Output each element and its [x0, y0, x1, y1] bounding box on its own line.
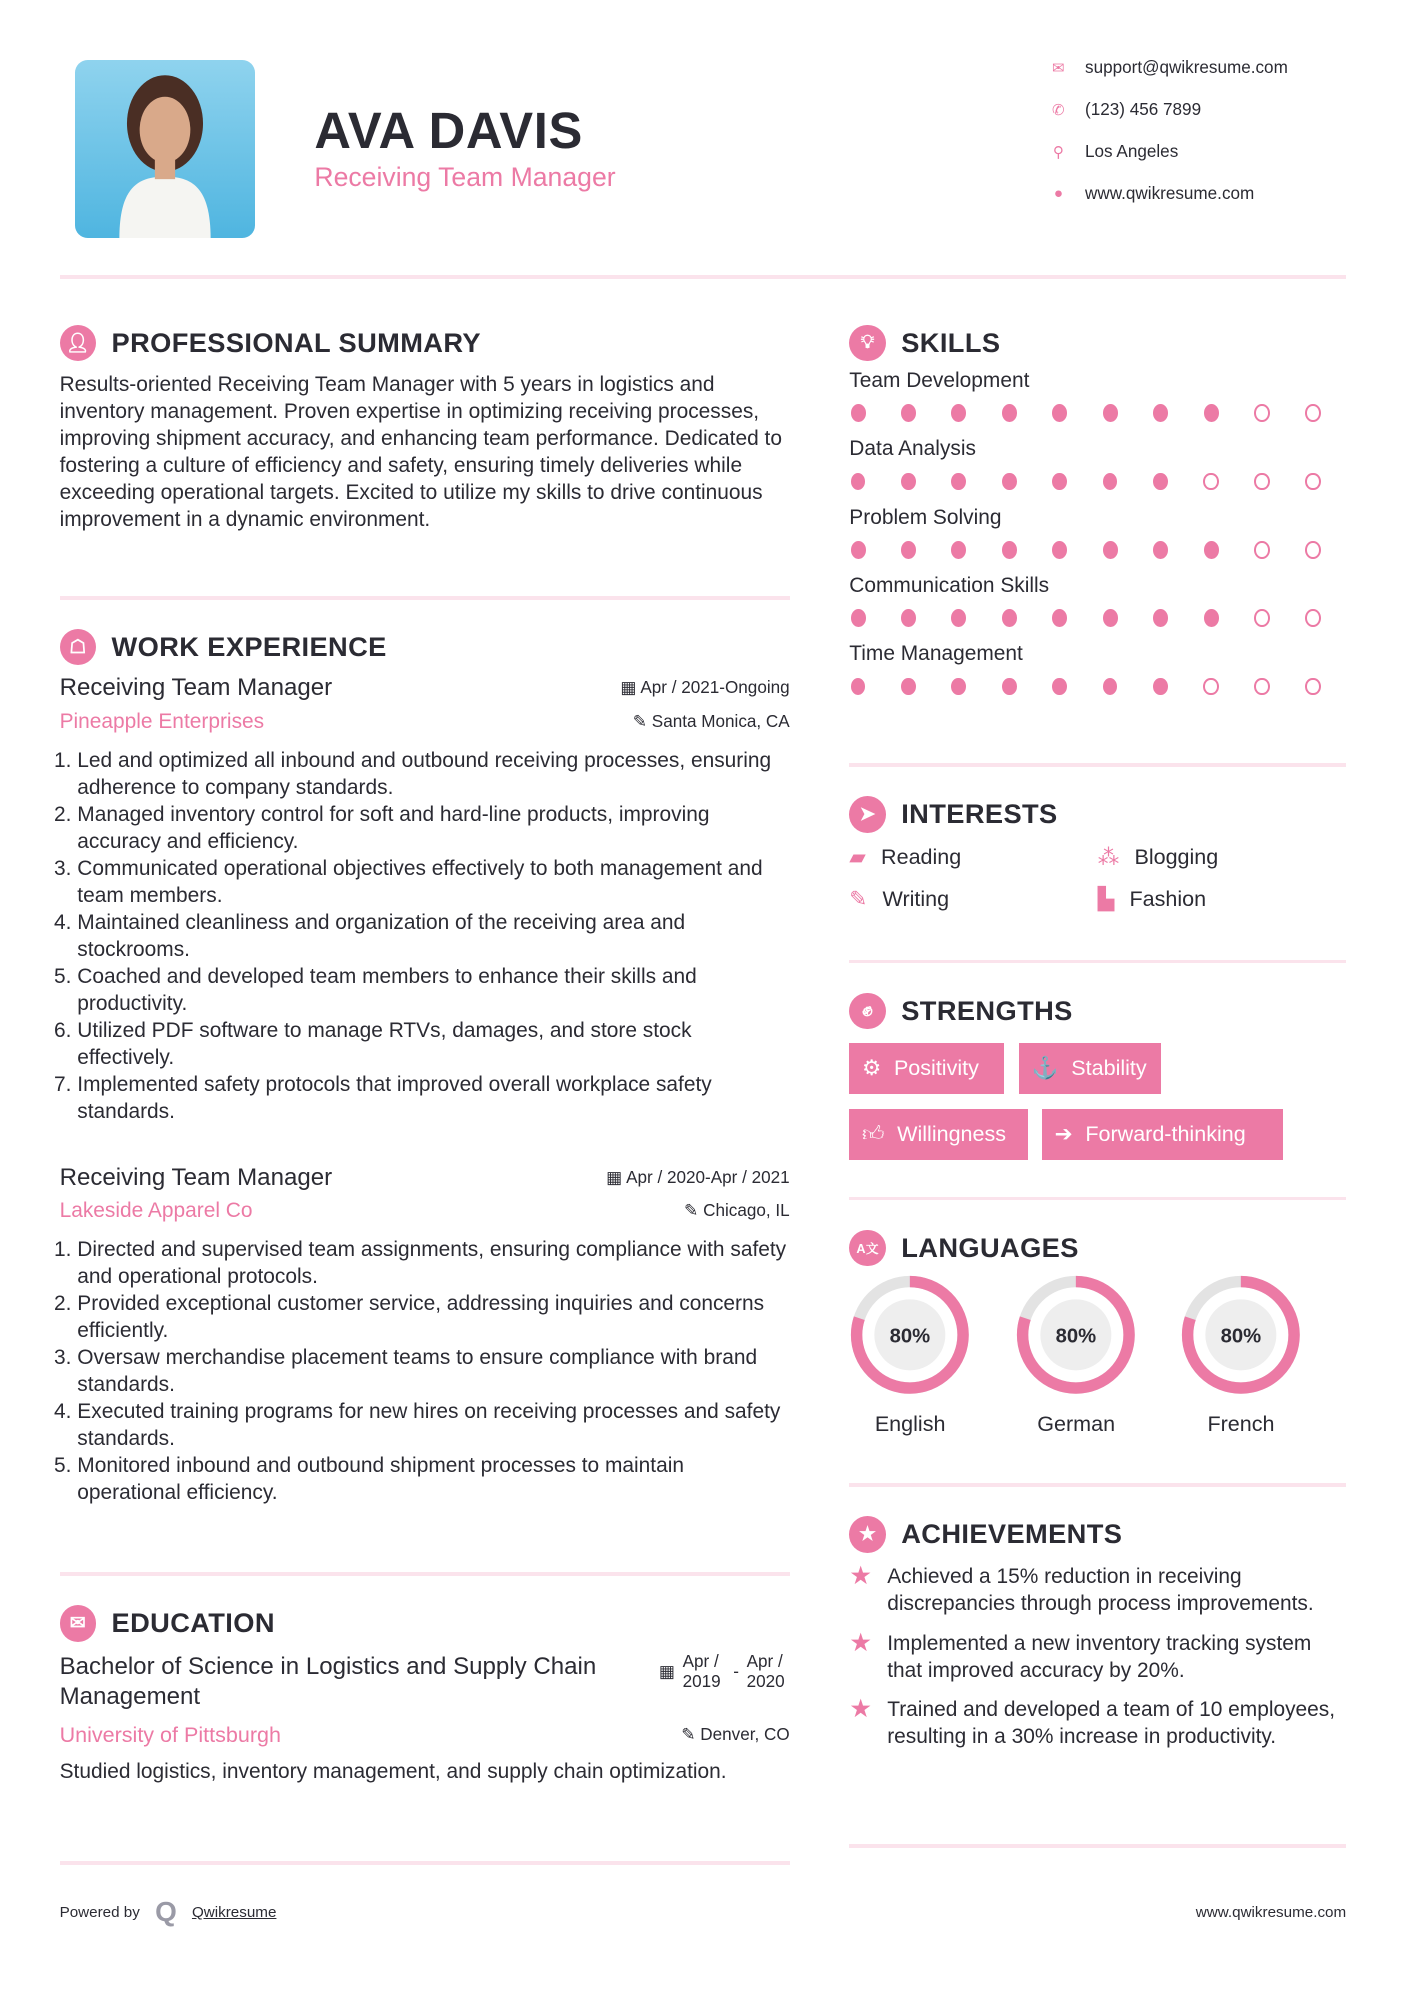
graduation-icon: ✉ — [60, 1605, 97, 1642]
achievement-item — [849, 1696, 1346, 1750]
skill-dot — [1103, 404, 1118, 422]
skill-dot — [1254, 473, 1270, 491]
job-bullet: 3. Oversaw merchandise placement teams to ensure compliance with brand standards. — [77, 1344, 789, 1398]
strength-label: Stability — [1071, 1056, 1147, 1081]
interest-item — [849, 887, 1097, 912]
date-start: Apr / 2019 — [682, 1651, 721, 1691]
divider — [849, 1844, 1346, 1848]
skill-dot — [1203, 678, 1219, 696]
divider — [60, 596, 790, 600]
pin-icon: ✎ — [632, 711, 652, 731]
job-title: Receiving Team Manager — [59, 1163, 333, 1191]
phone-icon: ✆ — [1052, 102, 1065, 120]
anchor-icon: ⚓ — [1031, 1056, 1059, 1081]
star-icon: ★ — [849, 1695, 873, 1724]
skill-dot — [1103, 609, 1118, 627]
skill-item — [849, 574, 1356, 627]
job-bullet: 2. Provided exceptional customer service, addressing inquiries and concerns efficiently. — [77, 1290, 789, 1344]
skill-dot — [951, 609, 966, 627]
job-location: Chicago, IL — [703, 1201, 790, 1221]
job-entry — [60, 1164, 790, 1506]
language-icon: A文 — [849, 1230, 886, 1267]
language-item — [849, 1274, 971, 1437]
achievement-text: Achieved a 15% reduction in receiving discrepancies through process improvements. — [887, 1564, 1314, 1615]
strength-chip — [849, 1109, 1028, 1160]
job-title: Receiving Team Manager — [59, 674, 333, 702]
job-bullet: 2. Managed inventory control for soft and hard-line products, improving accuracy and efficiency. — [77, 801, 789, 855]
job-bullet: 6. Utilized PDF software to manage RTVs, damages, and store stock effectively. — [77, 1017, 789, 1071]
divider — [60, 1861, 790, 1865]
calendar-icon: ▦ — [658, 1661, 676, 1681]
skill-dot — [1052, 678, 1067, 696]
briefcase-icon: ☖ — [60, 629, 97, 666]
achievements-section — [849, 1516, 1346, 1763]
section-heading: SKILLS — [901, 326, 1001, 358]
contact-text: support@qwikresume.com — [1085, 58, 1288, 78]
skill-dot — [1254, 404, 1270, 422]
skill-item — [849, 369, 1356, 422]
interests-section — [849, 796, 1356, 912]
skill-dot — [1153, 541, 1168, 559]
language-ring — [849, 1274, 971, 1396]
skill-dot — [1002, 678, 1017, 696]
star-icon: ★ — [849, 1628, 873, 1657]
job-location: Santa Monica, CA — [651, 711, 790, 731]
candidate-title: Receiving Team Manager — [314, 162, 616, 193]
interest-label: Blogging — [1134, 845, 1219, 870]
divider — [849, 1197, 1346, 1201]
pin-icon: ✎ — [681, 1725, 701, 1745]
language-ring — [1015, 1274, 1137, 1396]
skill-dot — [1153, 609, 1168, 627]
star-icon: ★ — [849, 1561, 873, 1590]
skill-dot — [901, 473, 916, 491]
language-name: German — [1037, 1411, 1116, 1436]
skill-dot — [851, 404, 866, 422]
skill-dot — [1002, 404, 1017, 422]
strength-label: Willingness — [897, 1121, 1007, 1146]
skill-name: Time Management — [849, 642, 1023, 666]
calendar-icon: ▦ — [620, 678, 641, 698]
pin-icon: ✎ — [684, 1201, 704, 1221]
strength-label: Forward-thinking — [1085, 1121, 1246, 1146]
skill-item — [849, 642, 1356, 695]
job-dates: Apr / 2020-Apr / 2021 — [626, 1167, 790, 1187]
contact-email[interactable] — [1050, 58, 1288, 78]
skill-dot — [851, 541, 866, 559]
footer-powered — [60, 1896, 277, 1928]
skill-dot — [1305, 541, 1321, 559]
skill-dot — [851, 678, 866, 696]
job-bullet: 4. Maintained cleanliness and organization of the receiving area and stockrooms. — [77, 909, 789, 963]
arrow-right-icon: ➔ — [1054, 1121, 1073, 1146]
contact-website[interactable] — [1050, 184, 1255, 204]
skill-dot — [1052, 473, 1067, 491]
divider — [849, 763, 1346, 767]
language-name: English — [874, 1411, 946, 1436]
contact-text: Los Angeles — [1085, 141, 1179, 161]
skill-dot — [1103, 541, 1118, 559]
education-section — [60, 1605, 790, 1785]
strength-chip — [849, 1043, 1004, 1094]
divider — [60, 1572, 790, 1576]
interest-label: Reading — [881, 845, 962, 870]
skill-dot — [1204, 541, 1219, 559]
skill-dot — [1305, 678, 1321, 696]
skill-dot — [1153, 678, 1168, 696]
skill-dot — [951, 473, 966, 491]
map-pin-icon: ⚲ — [1052, 143, 1064, 161]
skill-dot — [1203, 473, 1219, 491]
book-icon: ▰ — [849, 845, 866, 870]
envelope-icon: ✉ — [1052, 60, 1065, 78]
globe-icon: ● — [1053, 185, 1064, 203]
pencil-icon: ✎ — [849, 886, 868, 911]
interest-label: Fashion — [1129, 886, 1207, 911]
contact-text: (123) 456 7899 — [1085, 100, 1202, 120]
languages-section — [849, 1230, 1356, 1439]
skills-section — [849, 325, 1356, 711]
skill-item — [849, 506, 1356, 559]
job-bullet: 3. Communicated operational objectives effectively to both management and team members. — [77, 855, 789, 909]
skill-dot — [1153, 473, 1168, 491]
strengths-section — [849, 993, 1356, 1170]
skill-dot — [1103, 473, 1118, 491]
summary-section — [60, 325, 795, 534]
contact-phone — [1050, 100, 1202, 120]
achievement-item — [849, 1563, 1346, 1617]
skill-dot — [901, 541, 916, 559]
language-percent: 80% — [1055, 1325, 1097, 1348]
achievement-text: Trained and developed a team of 10 employees, resulting in a 30% increase in productivity. — [887, 1698, 1336, 1749]
skill-dot — [1204, 609, 1219, 627]
achievement-text: Implemented a new inventory tracking system that improved accuracy by 20%. — [887, 1631, 1312, 1682]
job-entry — [60, 674, 790, 1124]
qwikresume-logo: Q — [155, 1896, 177, 1928]
skill-dot — [901, 678, 916, 696]
footer-website[interactable]: www.qwikresume.com — [1195, 1903, 1347, 1921]
language-percent: 80% — [889, 1325, 931, 1348]
star-badge-icon: ★ — [849, 1516, 886, 1553]
contact-text: www.qwikresume.com — [1085, 183, 1255, 203]
section-heading: WORK EXPERIENCE — [111, 631, 387, 663]
language-name: French — [1207, 1411, 1275, 1436]
skill-dot — [1254, 609, 1270, 627]
achievement-item — [849, 1630, 1346, 1684]
skill-dot — [1103, 678, 1118, 696]
skill-dot — [1153, 404, 1168, 422]
calendar-icon: ▦ — [606, 1167, 627, 1187]
skill-name: Team Development — [849, 368, 1030, 392]
skill-dot — [851, 473, 866, 491]
skill-dot — [1052, 541, 1067, 559]
skill-dot — [951, 678, 966, 696]
powered-by-label: Powered by — [59, 1903, 140, 1921]
thumbs-up-icon: 👍︎ — [861, 1122, 885, 1147]
section-heading: INTERESTS — [901, 798, 1058, 830]
candidate-name: AVA DAVIS — [314, 102, 583, 160]
strength-chip — [1042, 1109, 1283, 1160]
gear-icon: ⚙ — [861, 1056, 882, 1081]
skill-dot — [1052, 404, 1067, 422]
skill-dot — [1305, 473, 1321, 491]
skill-dot — [951, 404, 966, 422]
skill-item — [849, 437, 1356, 490]
job-bullet: 5. Coached and developed team members to enhance their skills and productivity. — [77, 963, 789, 1017]
language-ring — [1180, 1274, 1302, 1396]
users-icon: ⁂ — [1097, 845, 1120, 870]
section-heading: STRENGTHS — [901, 994, 1073, 1026]
section-heading: ACHIEVEMENTS — [901, 1518, 1123, 1550]
header-divider — [60, 275, 1347, 279]
experience-section — [60, 629, 795, 666]
profile-photo — [75, 60, 255, 239]
skill-dot — [951, 541, 966, 559]
skill-dot — [1002, 541, 1017, 559]
job-bullet: 7. Implemented safety protocols that improved overall workplace safety standards. — [77, 1071, 789, 1125]
contact-location — [1050, 142, 1179, 162]
language-item — [1180, 1274, 1302, 1437]
education-location: Denver, CO — [700, 1725, 790, 1745]
shopping-bag-icon: ▙ — [1097, 886, 1115, 911]
qwikresume-link[interactable]: Qwikresume — [191, 1903, 277, 1921]
section-heading: LANGUAGES — [901, 1231, 1079, 1263]
divider — [849, 1483, 1346, 1487]
lightbulb-icon: 💡︎ — [849, 325, 886, 362]
skill-dot — [1305, 609, 1321, 627]
job-bullet: 1. Led and optimized all inbound and outbound receiving processes, ensuring adherence to company standards. — [77, 747, 789, 801]
company-name: Lakeside Apparel Co — [59, 1199, 253, 1223]
school-name: University of Pittsburgh — [59, 1722, 281, 1747]
section-heading: PROFESSIONAL SUMMARY — [111, 326, 481, 358]
education-description: Studied logistics, inventory management, and supply chain optimization. — [59, 1759, 727, 1783]
skill-dot — [1002, 473, 1017, 491]
strength-chip — [1019, 1043, 1161, 1094]
skill-dot — [1002, 609, 1017, 627]
skill-dot — [851, 609, 866, 627]
skill-dot — [1254, 541, 1270, 559]
paper-plane-icon: ➤ — [849, 796, 886, 833]
skill-dot — [1204, 404, 1219, 422]
interest-item — [1098, 887, 1346, 912]
interest-item — [1098, 845, 1346, 870]
date-separator: - — [733, 1661, 739, 1681]
skill-dot — [1254, 678, 1270, 696]
interest-item — [849, 845, 1097, 870]
job-dates: Apr / 2021-Ongoing — [640, 678, 790, 698]
job-bullet: 1. Directed and supervised team assignments, ensuring compliance with safety and operational protocols. — [77, 1236, 789, 1290]
date-end: Apr / 2020 — [746, 1651, 785, 1691]
skill-name: Problem Solving — [849, 505, 1002, 529]
skill-dot — [901, 609, 916, 627]
fist-icon: ✊︎ — [849, 993, 886, 1030]
user-icon: 👤︎ — [60, 325, 97, 362]
language-percent: 80% — [1220, 1325, 1262, 1348]
skill-dot — [901, 404, 916, 422]
job-bullet: 4. Executed training programs for new hires on receiving processes and safety standards. — [77, 1398, 789, 1452]
skill-dot — [1305, 404, 1321, 422]
divider — [849, 960, 1346, 964]
skill-dot — [1052, 609, 1067, 627]
section-heading: EDUCATION — [111, 1607, 275, 1639]
language-item — [1015, 1274, 1137, 1437]
skill-name: Communication Skills — [849, 573, 1050, 597]
degree-title: Bachelor of Science in Logistics and Supply Chain Management — [59, 1652, 597, 1711]
skill-name: Data Analysis — [849, 437, 976, 461]
interest-label: Writing — [882, 886, 950, 911]
job-bullet: 5. Monitored inbound and outbound shipment processes to maintain operational efficiency. — [77, 1452, 789, 1506]
company-name: Pineapple Enterprises — [59, 709, 265, 733]
summary-text: Results-oriented Receiving Team Manager with 5 years in logistics and inventory management. Proven expertise in optimizing receiving processes, improving shipment accuracy, and enhancing team performance. Dedicated to fostering a culture of efficiency and safety, ensuring timely deliveries while exceeding operational targets. Excited to utilize my skills to drive continuous improvement in a dynamic environment. — [59, 373, 782, 532]
strength-label: Positivity — [893, 1056, 979, 1081]
